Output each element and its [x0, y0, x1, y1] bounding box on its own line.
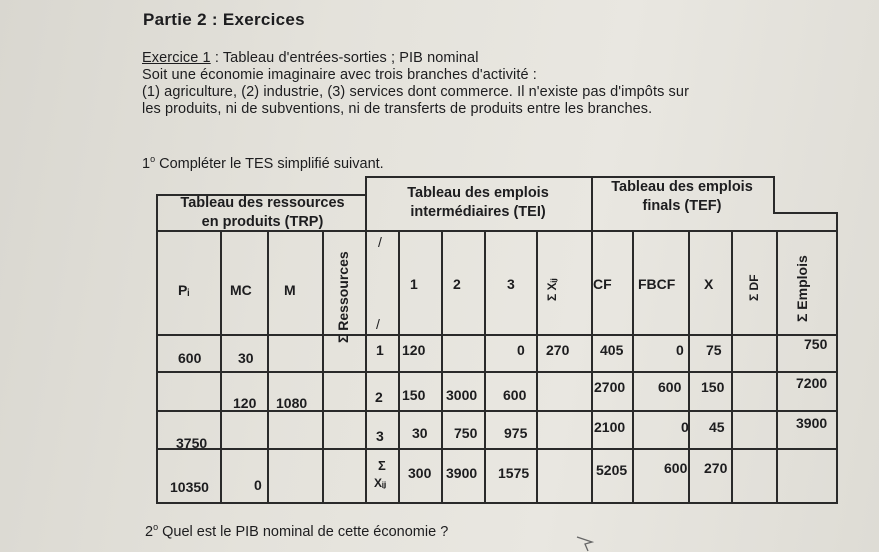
table-left-border — [156, 194, 158, 504]
tes-table — [156, 176, 836, 504]
question-2-number: 2 — [145, 523, 154, 540]
r2-sum-emplois: 7200 — [796, 375, 828, 391]
col-line-c3 — [484, 230, 486, 502]
r1-c3: 0 — [517, 342, 525, 358]
exercise-line-2: (1) agriculture, (2) industrie, (3) services dont commerce. Il n'existe pas d'impôts sur — [142, 84, 689, 100]
col-header-pi: Pᵢ — [178, 282, 190, 298]
col-line-mc — [220, 230, 222, 502]
r3-pi: 3750 — [176, 435, 208, 451]
col-line-sdf — [731, 230, 733, 502]
r1-sum-xij: 270 — [546, 342, 570, 358]
r4-x: 270 — [704, 460, 728, 476]
r2-c2: 3000 — [446, 387, 478, 403]
col-header-m: M — [284, 282, 296, 298]
r3-c3: 975 — [504, 425, 528, 441]
r4-c1: 300 — [408, 465, 432, 481]
r3-c1: 30 — [412, 425, 428, 441]
table-divider-tei — [591, 176, 593, 504]
col-line-x — [688, 230, 690, 502]
col-line-m — [267, 230, 269, 502]
table-row-line-2 — [156, 371, 836, 373]
r4-pi: 10350 — [170, 479, 209, 495]
col-header-x: X — [704, 276, 714, 292]
r3-label: 3 — [376, 428, 384, 444]
r1-mc: 30 — [238, 350, 254, 366]
r2-m: 1080 — [276, 395, 308, 411]
header-ressources-line2: en produits (TRP) — [201, 214, 324, 230]
col-line-fbcf — [632, 230, 634, 502]
question-2-text: Quel est le PIB nominal de cette économie ? — [158, 523, 449, 540]
header-tei-line1: Tableau des emplois — [407, 185, 549, 201]
r4-cf: 5205 — [596, 462, 628, 478]
r2-c3: 600 — [503, 387, 527, 403]
col-line-c2 — [441, 230, 443, 502]
table-divider-trp — [365, 176, 367, 504]
table-row-line-1 — [156, 334, 836, 336]
r1-sum-emplois: 750 — [804, 336, 828, 352]
question-1 — [142, 154, 384, 172]
table-top-right-edge — [773, 176, 775, 212]
r1-cf: 405 — [600, 342, 624, 358]
r2-label: 2 — [375, 389, 383, 405]
r3-c2: 750 — [454, 425, 478, 441]
header-tei — [365, 184, 591, 222]
r2-mc: 120 — [233, 395, 257, 411]
exercise-title-text: : Tableau d'entrées-sorties ; PIB nominal — [210, 50, 479, 66]
header-ressources — [160, 194, 365, 232]
question-2 — [145, 522, 448, 540]
col-line-c1 — [398, 230, 400, 502]
col-header-1: 1 — [410, 276, 418, 292]
mouse-cursor-icon — [576, 536, 594, 552]
table-row-line-3 — [156, 410, 836, 412]
col-header-sum-xij: Σ Xᵢⱼ — [545, 278, 559, 301]
exercise-label: Exercice 1 — [142, 50, 211, 66]
table-step-line — [773, 212, 836, 214]
r2-fbcf: 600 — [658, 379, 682, 395]
col-line-sr — [322, 230, 324, 502]
col-header-fbcf: FBCF — [638, 276, 676, 292]
col-header-sum-df: Σ DF — [747, 274, 761, 301]
r2-c1: 150 — [402, 387, 426, 403]
question-1-degree: o — [150, 154, 156, 164]
exercise-line-1: Soit une économie imaginaire avec trois branches d'activité : — [142, 67, 537, 83]
header-tef — [591, 178, 773, 216]
col-line-se — [776, 230, 778, 502]
r4-c3: 1575 — [498, 465, 530, 481]
question-2-degree: o — [153, 522, 159, 532]
col-line-sx — [536, 230, 538, 502]
col-header-3: 3 — [507, 276, 515, 292]
r3-cf: 2100 — [594, 419, 626, 435]
r3-fbcf: 0 — [681, 419, 689, 435]
header-tei-line2: intermédiaires (TEI) — [410, 204, 546, 220]
header-tef-line2: finals (TEF) — [642, 198, 722, 214]
col-header-2: 2 — [453, 276, 461, 292]
table-row-line-4 — [156, 448, 836, 450]
col-header-sum-ressources: Σ Ressources — [335, 251, 351, 343]
r1-x: 75 — [706, 342, 722, 358]
r2-x: 150 — [701, 379, 725, 395]
col-header-sum-emplois: Σ Emplois — [794, 255, 810, 322]
r4-mc: 0 — [254, 477, 262, 493]
r1-label: 1 — [376, 342, 384, 358]
slash-top: / — [378, 234, 382, 250]
r4-c2: 3900 — [446, 465, 478, 481]
col-header-cf: CF — [593, 276, 612, 292]
table-right-border — [836, 212, 838, 504]
slash-bottom: / — [376, 316, 380, 332]
header-tef-line1: Tableau des emplois — [611, 179, 753, 195]
col-header-mc: MC — [230, 282, 252, 298]
r4-label-sigma: Σ — [378, 458, 386, 473]
r3-x: 45 — [709, 419, 725, 435]
section-heading: Partie 2 : Exercices — [143, 10, 305, 29]
question-1-number: 1 — [142, 155, 151, 172]
question-1-text: Compléter le TES simplifié suivant. — [155, 155, 384, 172]
exercise-line-3: les produits, ni de subventions, ni de transferts de produits entre les branches. — [142, 101, 653, 117]
r2-cf: 2700 — [594, 379, 626, 395]
table-bottom-border — [156, 502, 836, 504]
r1-fbcf: 0 — [676, 342, 684, 358]
r4-fbcf: 600 — [664, 460, 688, 476]
r1-c1: 120 — [402, 342, 426, 358]
r3-sum-emplois: 3900 — [796, 415, 828, 431]
exercise-title — [142, 50, 479, 66]
r1-pi: 600 — [178, 350, 202, 366]
header-ressources-line1: Tableau des ressources — [180, 195, 345, 211]
r4-label-xij: Xᵢⱼ — [374, 476, 387, 490]
